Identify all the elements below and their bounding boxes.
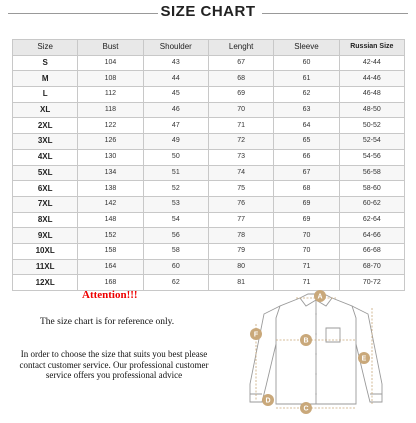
cell-russian-size: 52-54	[339, 134, 404, 150]
cell-length: 78	[208, 228, 273, 244]
cell-shoulder: 50	[143, 149, 208, 165]
cell-length: 79	[208, 243, 273, 259]
cell-shoulder: 47	[143, 118, 208, 134]
cell-russian-size: 50-52	[339, 118, 404, 134]
cell-bust: 148	[78, 212, 143, 228]
cell-bust: 142	[78, 196, 143, 212]
cell-size: 12XL	[13, 275, 78, 291]
table-header-row	[13, 40, 405, 56]
cell-russian-size: 62-64	[339, 212, 404, 228]
customer-service-note: In order to choose the size that suits you best please contact customer service. Our professional customer service offers you professional advice	[19, 349, 209, 380]
cell-size: 8XL	[13, 212, 78, 228]
cell-bust: 152	[78, 228, 143, 244]
cell-bust: 130	[78, 149, 143, 165]
shirt-outline	[250, 294, 382, 404]
cell-shoulder: 52	[143, 181, 208, 197]
cell-bust: 118	[78, 102, 143, 118]
column-header-bust: Bust	[78, 40, 143, 56]
cell-shoulder: 60	[143, 259, 208, 275]
cell-shoulder: 58	[143, 243, 208, 259]
cell-size: 11XL	[13, 259, 78, 275]
cell-shoulder: 62	[143, 275, 208, 291]
marker-b	[300, 334, 312, 346]
table-row	[13, 87, 405, 103]
marker-f	[250, 328, 262, 340]
cell-size: 9XL	[13, 228, 78, 244]
cell-russian-size: 66-68	[339, 243, 404, 259]
label-b: B	[303, 337, 309, 345]
cell-shoulder: 43	[143, 55, 208, 71]
column-header-shoulder: Shoulder	[143, 40, 208, 56]
cell-bust: 168	[78, 275, 143, 291]
cell-russian-size: 44-46	[339, 71, 404, 87]
cell-sleeve: 71	[274, 259, 339, 275]
marker-e	[358, 352, 370, 364]
cell-length: 67	[208, 55, 273, 71]
cell-size: L	[13, 87, 78, 103]
cell-size: 7XL	[13, 196, 78, 212]
label-f: F	[253, 331, 259, 339]
cell-bust: 138	[78, 181, 143, 197]
cell-sleeve: 70	[274, 228, 339, 244]
table-row	[13, 196, 405, 212]
table-body	[13, 55, 405, 290]
column-header-length: Lenght	[208, 40, 273, 56]
size-table	[12, 39, 405, 291]
attention-heading: Attention!!!	[82, 289, 138, 301]
column-header-sleeve: Sleeve	[274, 40, 339, 56]
cell-shoulder: 51	[143, 165, 208, 181]
cell-length: 80	[208, 259, 273, 275]
cell-size: 2XL	[13, 118, 78, 134]
cell-russian-size: 42-44	[339, 55, 404, 71]
cell-bust: 134	[78, 165, 143, 181]
cell-russian-size: 46-48	[339, 87, 404, 103]
marker-a	[314, 290, 326, 302]
cell-length: 69	[208, 87, 273, 103]
cell-russian-size: 64-66	[339, 228, 404, 244]
table-row	[13, 165, 405, 181]
page-title: SIZE CHART	[160, 3, 256, 20]
reference-note: The size chart is for reference only.	[40, 317, 175, 327]
table-row	[13, 102, 405, 118]
cell-russian-size: 58-60	[339, 181, 404, 197]
cell-sleeve: 64	[274, 118, 339, 134]
cell-length: 74	[208, 165, 273, 181]
cell-bust: 126	[78, 134, 143, 150]
cell-length: 73	[208, 149, 273, 165]
label-c: C	[303, 405, 309, 413]
cell-size: 3XL	[13, 134, 78, 150]
cell-bust: 108	[78, 71, 143, 87]
table-row	[13, 149, 405, 165]
cell-sleeve: 62	[274, 87, 339, 103]
cell-sleeve: 60	[274, 55, 339, 71]
cell-length: 77	[208, 212, 273, 228]
cell-sleeve: 69	[274, 212, 339, 228]
cell-size: 5XL	[13, 165, 78, 181]
header-rule-right	[262, 13, 408, 14]
cell-shoulder: 54	[143, 212, 208, 228]
cell-shoulder: 53	[143, 196, 208, 212]
cell-sleeve: 71	[274, 275, 339, 291]
cell-length: 81	[208, 275, 273, 291]
column-header-russian-size: Russian Size	[339, 40, 404, 56]
table-row	[13, 259, 405, 275]
cell-bust: 104	[78, 55, 143, 71]
cell-sleeve: 67	[274, 165, 339, 181]
cell-size: 10XL	[13, 243, 78, 259]
cell-size: S	[13, 55, 78, 71]
cell-sleeve: 70	[274, 243, 339, 259]
cell-sleeve: 66	[274, 149, 339, 165]
cell-russian-size: 70-72	[339, 275, 404, 291]
table-row	[13, 71, 405, 87]
cell-shoulder: 46	[143, 102, 208, 118]
table-row	[13, 55, 405, 71]
cell-size: 6XL	[13, 181, 78, 197]
label-a: A	[317, 293, 323, 301]
label-e: E	[361, 355, 367, 363]
cell-russian-size: 48-50	[339, 102, 404, 118]
cell-sleeve: 68	[274, 181, 339, 197]
size-chart-header	[0, 0, 416, 26]
header-rule-left	[8, 13, 158, 14]
cell-bust: 112	[78, 87, 143, 103]
cell-length: 71	[208, 118, 273, 134]
cell-sleeve: 61	[274, 71, 339, 87]
cell-sleeve: 69	[274, 196, 339, 212]
cell-shoulder: 44	[143, 71, 208, 87]
cell-russian-size: 56-58	[339, 165, 404, 181]
cell-shoulder: 49	[143, 134, 208, 150]
table-row	[13, 212, 405, 228]
cell-length: 72	[208, 134, 273, 150]
table-row	[13, 228, 405, 244]
cell-russian-size: 54-56	[339, 149, 404, 165]
cell-shoulder: 45	[143, 87, 208, 103]
column-header-size: Size	[13, 40, 78, 56]
cell-size: 4XL	[13, 149, 78, 165]
cell-length: 70	[208, 102, 273, 118]
label-d: D	[265, 397, 271, 405]
cell-russian-size: 60-62	[339, 196, 404, 212]
cell-russian-size: 68-70	[339, 259, 404, 275]
shirt-measurement-diagram	[236, 284, 396, 420]
table-row	[13, 181, 405, 197]
cell-size: XL	[13, 102, 78, 118]
cell-length: 76	[208, 196, 273, 212]
cell-length: 68	[208, 71, 273, 87]
cell-length: 75	[208, 181, 273, 197]
cell-sleeve: 65	[274, 134, 339, 150]
cell-size: M	[13, 71, 78, 87]
cell-bust: 122	[78, 118, 143, 134]
table-row	[13, 243, 405, 259]
marker-c	[300, 402, 312, 414]
cell-shoulder: 56	[143, 228, 208, 244]
cell-bust: 158	[78, 243, 143, 259]
cell-bust: 164	[78, 259, 143, 275]
marker-d	[262, 394, 274, 406]
cell-sleeve: 63	[274, 102, 339, 118]
table-row	[13, 118, 405, 134]
table-row	[13, 134, 405, 150]
